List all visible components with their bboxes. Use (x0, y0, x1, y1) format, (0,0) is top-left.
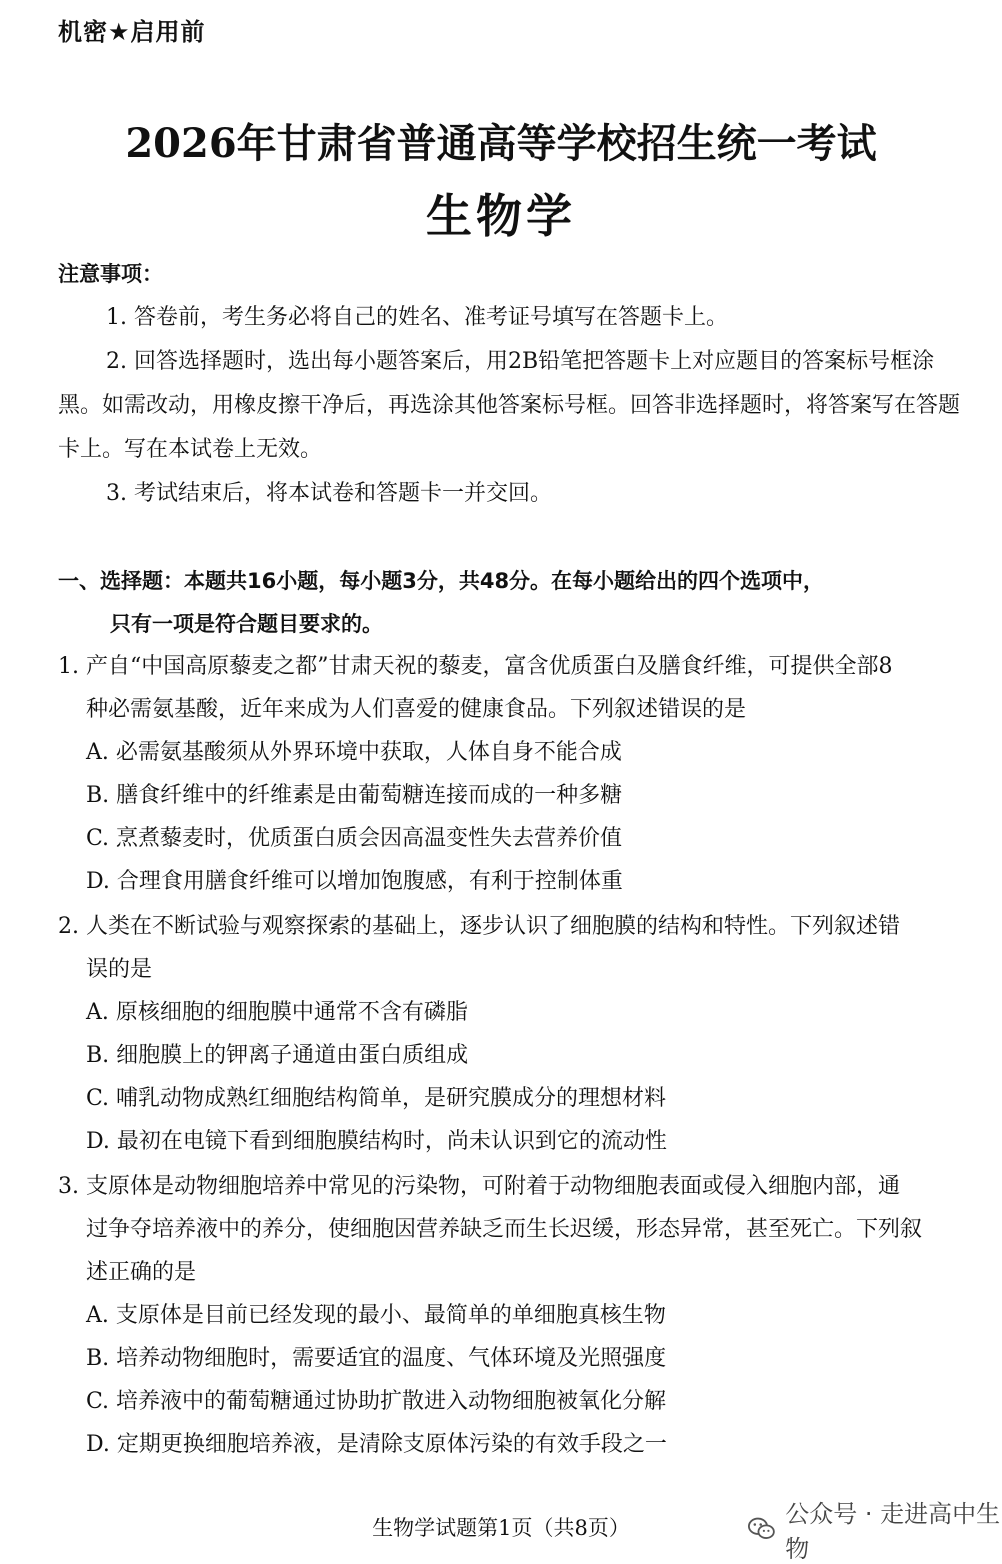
question-stem-line: 误的是 (86, 957, 153, 982)
question-3 (58, 1165, 973, 1466)
notice-item-1: 1. 答卷前，考生务必将自己的姓名、准考证号填写在答题卡上。 (106, 305, 728, 330)
question-2 (58, 905, 973, 1163)
question-stem-line: 1. 产自“中国高原藜麦之都”甘肃天祝的藜麦，富含优质蛋白及膳食纤维，可提供全部8 (58, 654, 893, 679)
question-stem-line: 述正确的是 (86, 1260, 197, 1285)
watermark-text: 公众号 · 走进高中生物 (785, 1500, 1001, 1563)
question-stem-line: 3. 支原体是动物细胞培养中常见的污染物，可附着于动物细胞表面或侵入细胞内部，通 (58, 1174, 900, 1199)
section-heading-line1: 一、选择题：本题共16小题，每小题3分，共48分。在每小题给出的四个选项中， (58, 569, 825, 593)
option-d: D. 最初在电镜下看到细胞膜结构时，尚未认识到它的流动性 (86, 1129, 667, 1154)
notice-heading: 注意事项： (58, 262, 163, 286)
question-stem-line: 过争夺培养液中的养分，使细胞因营养缺乏而生长迟缓，形态异常，甚至死亡。下列叙 (86, 1217, 923, 1242)
page-footer: 生物学试题第1页（共8页） (372, 1516, 630, 1540)
notice-item-2: 2. 回答选择题时，选出每小题答案后，用2B铅笔把答题卡上对应题目的答案标号框涂黑。如需改动，用橡皮擦干净后，再选涂其他答案标号框。回答非选择题时，将答案写在答题卡上。写在本试卷上无效。 (58, 349, 961, 462)
section-heading-line2: 只有一项是符合题目要求的。 (110, 612, 383, 636)
option-b: B. 培养动物细胞时，需要适宜的温度、气体环境及光照强度 (86, 1346, 667, 1371)
option-b: B. 膳食纤维中的纤维素是由葡萄糖连接而成的一种多糖 (86, 783, 623, 808)
exam-title: 2026年甘肃省普通高等学校招生统一考试 (125, 120, 877, 167)
option-a: A. 原核细胞的细胞膜中通常不含有磷脂 (86, 1000, 468, 1025)
section-heading (58, 560, 973, 646)
question-stem-line: 2. 人类在不断试验与观察探索的基础上，逐步认识了细胞膜的结构和特性。下列叙述错 (58, 914, 900, 939)
option-c: C. 烹煮藜麦时，优质蛋白质会因高温变性失去营养价值 (86, 826, 623, 851)
option-d: D. 定期更换细胞培养液，是清除支原体污染的有效手段之一 (86, 1432, 667, 1457)
notice-item-3: 3. 考试结束后，将本试卷和答题卡一并交回。 (106, 481, 552, 506)
option-c: C. 培养液中的葡萄糖通过协助扩散进入动物细胞被氧化分解 (86, 1389, 667, 1414)
option-c: C. 哺乳动物成熟红细胞结构简单，是研究膜成分的理想材料 (86, 1086, 667, 1111)
confidential-mark: 机密★启用前 (58, 18, 206, 46)
option-b: B. 细胞膜上的钾离子通道由蛋白质组成 (86, 1043, 469, 1068)
question-1 (58, 645, 973, 903)
option-a: A. 必需氨基酸须从外界环境中获取，人体自身不能合成 (86, 740, 622, 765)
question-stem-line: 种必需氨基酸，近年来成为人们喜爱的健康食品。下列叙述错误的是 (86, 697, 747, 722)
option-d: D. 合理食用膳食纤维可以增加饱腹感，有利于控制体重 (86, 869, 623, 894)
subject-title: 生物学 (426, 189, 576, 243)
option-a: A. 支原体是目前已经发现的最小、最简单的单细胞真核生物 (86, 1303, 666, 1328)
